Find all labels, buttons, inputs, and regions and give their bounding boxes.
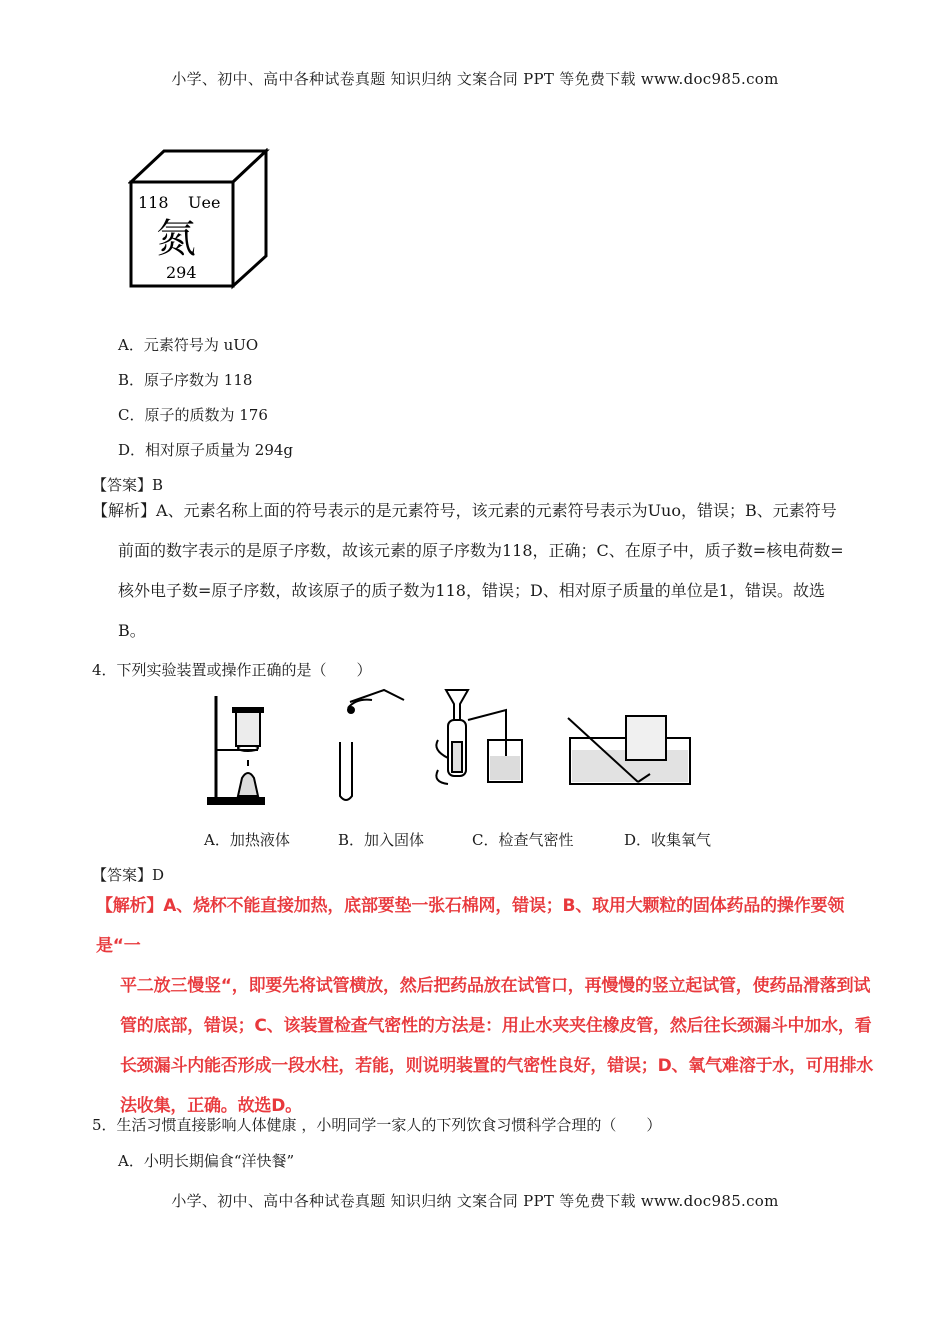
q3-analysis-line-2: 前面的数字表示的是原子序数，故该元素的原子序数为118，正确；C、在原子中，质子数=核电荷数=: [118, 541, 844, 560]
q3-answer-value: B: [152, 476, 164, 494]
q4-analysis-line-5: 法收集，正确。故选D。: [120, 1096, 302, 1116]
q4-analysis-line-1: A、烧杯不能直接加热，底部要垫一张石棉网，错误；B、取用大颗粒的固体药品的操作要领是“一: [96, 896, 845, 956]
q4-label-c: C．检查气密性: [472, 831, 574, 849]
element-name: 氮: [156, 216, 196, 262]
q4-analysis-line-4: 长颈漏斗内能否形成一段水柱，若能，则说明装置的气密性良好，错误；D、氧气难溶于水，可用排水: [120, 1056, 874, 1076]
q3-option-c: C．原子的质数为 176: [118, 406, 268, 424]
element-card-diagram: [128, 148, 270, 290]
q5-option-a: A．小明长期偏食“洋快餐”: [118, 1152, 295, 1170]
q4-analysis-tag: 【解析】: [96, 896, 164, 916]
q4-answer-value: D: [152, 866, 165, 884]
q4-label-d: D．收集氧气: [624, 831, 712, 849]
q4-analysis-line-3: 管的底部，错误；C、该装置检查气密性的方法是：用止水夹夹住橡皮管，然后往长颈漏斗中加水，看: [120, 1016, 872, 1036]
q3-option-a: A．元素符号为 uUO: [118, 336, 259, 354]
q4-apparatus-diagrams: [206, 686, 726, 808]
q4-answer-tag: 【答案】: [92, 866, 153, 884]
q3-analysis-line-4: B。: [118, 621, 146, 640]
q4-label-b: B．加入固体: [338, 831, 425, 849]
element-symbol: Uee: [188, 193, 221, 212]
page-header: 小学、初中、高中各种试卷真题 知识归纳 文案合同 PPT 等免费下载 www.doc985.com: [171, 70, 779, 88]
q3-analysis-line-3: 核外电子数=原子序数，故该原子的质子数为118，错误；D、相对原子质量的单位是1，错误。故选: [118, 581, 825, 600]
q4-answer: [92, 864, 164, 885]
q4-stem: 4．下列实验装置或操作正确的是（ ）: [92, 661, 372, 679]
element-mass: 294: [166, 263, 197, 282]
apparatus-b-adding-solid: [340, 690, 404, 800]
q4-analysis: [96, 886, 886, 1126]
q4-label-a: A．加热液体: [204, 831, 290, 849]
q3-option-d: D．相对原子质量为 294g: [118, 441, 294, 459]
q4-analysis-line-2: 平二放三慢竖“，即要先将试管横放，然后把药品放在试管口，再慢慢的竖立起试管，使药品滑落到试: [120, 976, 871, 996]
apparatus-a-heating-liquid: [208, 696, 264, 804]
apparatus-c-air-tightness: [436, 690, 522, 784]
q3-option-b: B．原子序数为 118: [118, 371, 253, 389]
q3-analysis-tag: 【解析】: [92, 501, 157, 520]
q3-analysis: [92, 491, 882, 651]
apparatus-d-collecting-oxygen: [568, 716, 690, 784]
element-number: 118: [138, 193, 169, 212]
q3-answer-tag: 【答案】: [92, 476, 153, 494]
page-footer: 小学、初中、高中各种试卷真题 知识归纳 文案合同 PPT 等免费下载 www.doc985.com: [171, 1192, 779, 1210]
q5-stem: 5．生活习惯直接影响人体健康 ，小明同学一家人的下列饮食习惯科学合理的（ ）: [92, 1116, 662, 1134]
q3-analysis-line-1: A、元素名称上面的符号表示的是元素符号，该元素的元素符号表示为Uuo，错误；B、元素符号: [156, 501, 837, 520]
